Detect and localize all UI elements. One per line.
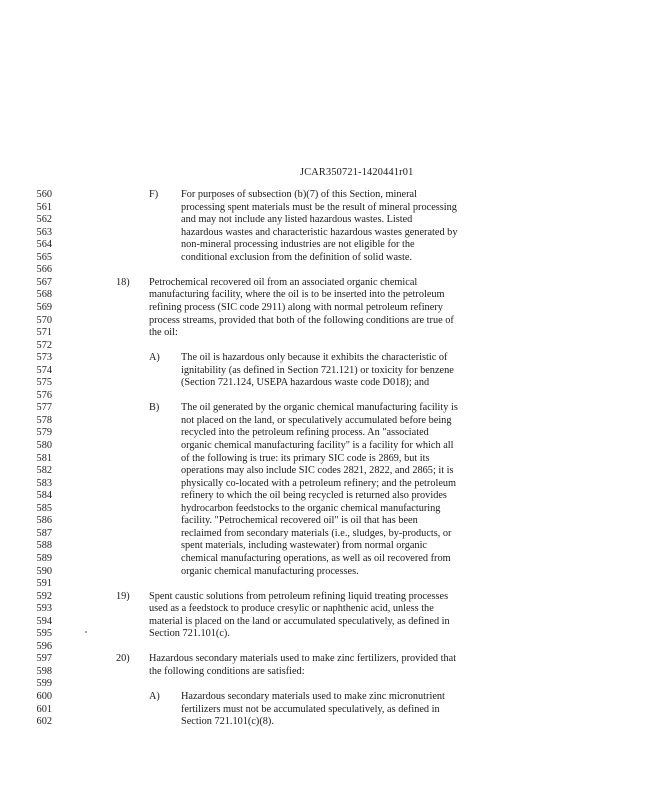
text-line: used as a feedstock to produce cresylic or naphthenic acid, unless the [149, 603, 434, 615]
list-marker: F) [149, 189, 159, 200]
text-line: of the following is true: its primary SIC code is 2869, but its [181, 452, 430, 464]
text-line: the oil: [149, 327, 178, 339]
text-line: the following conditions are satisfied: [149, 665, 305, 677]
line-number: 591 [36, 578, 52, 590]
line-number: 599 [36, 678, 52, 690]
line-number: 581 [36, 452, 52, 464]
line-number: 566 [36, 264, 52, 276]
line-number: 592 [36, 590, 52, 602]
text-line: chemical manufacturing operations, as well as oil recovered from [181, 552, 451, 564]
scan-artifact [85, 631, 87, 633]
list-marker: 19) [116, 590, 130, 602]
line-number: 573 [36, 352, 52, 364]
list-marker: A) [149, 691, 160, 702]
line-number: 590 [36, 565, 52, 577]
text-line: and may not include any listed hazardous wastes. Listed [181, 214, 413, 226]
list-marker: 18) [116, 276, 130, 288]
text-line: Section 721.101(c). [149, 628, 230, 640]
text-line: Petrochemical recovered oil from an associated organic chemical [149, 276, 418, 288]
line-number: 596 [36, 640, 52, 652]
text-line: hazardous wastes and characteristic hazardous wastes generated by [181, 226, 458, 238]
line-number: 574 [36, 364, 52, 376]
text-line: refining process (SIC code 2911) along with normal petroleum refinery [149, 301, 443, 313]
line-number: 575 [36, 377, 52, 389]
line-number: 570 [36, 314, 52, 326]
line-number: 597 [36, 653, 52, 665]
text-line: refinery to which the oil being recycled is returned also provides [181, 490, 447, 502]
text-line: physically co-located with a petroleum refinery; and the petroleum [181, 477, 457, 489]
line-number: 576 [36, 389, 52, 401]
list-marker: B) [149, 402, 160, 414]
document-id-header: JCAR350721-1420441r01 [300, 167, 414, 178]
line-number: 578 [36, 414, 52, 426]
text-line: organic chemical manufacturing facility" is a facility for which all [181, 440, 454, 451]
text-line: operations may also include SIC codes 2821, 2822, and 2865; it is [181, 465, 454, 477]
text-line: Hazardous secondary materials used to make zinc micronutrient [181, 691, 445, 702]
text-line: The oil is hazardous only because it exhibits the characteristic of [181, 352, 448, 364]
line-number: 595 [36, 628, 52, 640]
text-line: spent materials, including wastewater) from normal organic [181, 540, 427, 552]
text-line: manufacturing facility, where the oil is to be inserted into the petroleum [149, 289, 445, 301]
text-line: (Section 721.124, USEPA hazardous waste code D018); and [181, 377, 430, 389]
text-line: reclaimed from secondary materials (i.e., sludges, by-products, or [181, 527, 452, 539]
line-number: 565 [36, 251, 52, 263]
line-number: 562 [36, 214, 52, 226]
line-number: 582 [36, 465, 52, 477]
line-number: 579 [36, 427, 52, 439]
text-line: fertilizers must not be accumulated speculatively, as defined in [181, 703, 440, 715]
line-number: 585 [36, 502, 52, 514]
text-line: not placed on the land, or speculatively accumulated before being [181, 414, 452, 426]
line-number: 584 [36, 490, 52, 502]
text-line: material is placed on the land or accumulated speculatively, as defined in [149, 615, 450, 627]
text-line: ignitability (as defined in Section 721.121) or toxicity for benzene [181, 364, 454, 376]
text-line: conditional exclusion from the definition of solid waste. [181, 251, 413, 263]
text-line: Section 721.101(c)(8). [181, 716, 274, 728]
text-line: facility. "Petrochemical recovered oil" is oil that has been [181, 515, 418, 527]
text-line: hydrocarbon feedstocks to the organic chemical manufacturing [181, 502, 441, 514]
text-line: Spent caustic solutions from petroleum refining liquid treating processes [149, 590, 449, 602]
line-number: 600 [36, 691, 52, 702]
line-number: 583 [36, 477, 52, 489]
line-number: 593 [36, 603, 52, 615]
text-line: The oil generated by the organic chemical manufacturing facility is [181, 402, 458, 414]
text-line: For purposes of subsection (b)(7) of this Section, mineral [181, 189, 417, 200]
text-line: process streams, provided that both of the following conditions are true of [149, 314, 454, 326]
text-line: organic chemical manufacturing processes. [181, 565, 359, 577]
line-number: 577 [36, 402, 52, 414]
line-number: 567 [36, 276, 52, 288]
list-marker: 20) [116, 653, 130, 665]
line-number: 587 [36, 527, 52, 539]
line-number: 571 [36, 327, 52, 339]
line-number: 563 [36, 226, 52, 238]
line-number: 572 [36, 339, 52, 351]
line-number: 568 [36, 289, 52, 301]
line-number: 589 [36, 552, 52, 564]
text-line: processing spent materials must be the result of mineral processing [181, 201, 457, 213]
text-line: non-mineral processing industries are not eligible for the [181, 239, 415, 251]
line-number: 560 [36, 189, 52, 200]
line-number: 586 [36, 515, 52, 527]
line-number: 569 [36, 301, 52, 313]
line-number: 564 [36, 239, 52, 251]
text-line: Hazardous secondary materials used to make zinc fertilizers, provided that [149, 653, 457, 665]
line-number: 588 [36, 540, 52, 552]
line-number: 602 [36, 716, 52, 728]
line-number: 594 [36, 615, 52, 627]
text-line: recycled into the petroleum refining process. An "associated [181, 427, 429, 439]
line-number: 598 [36, 665, 52, 677]
list-marker: A) [149, 352, 160, 364]
line-number: 601 [36, 703, 52, 715]
line-number: 561 [36, 201, 52, 213]
line-number: 580 [36, 440, 52, 451]
